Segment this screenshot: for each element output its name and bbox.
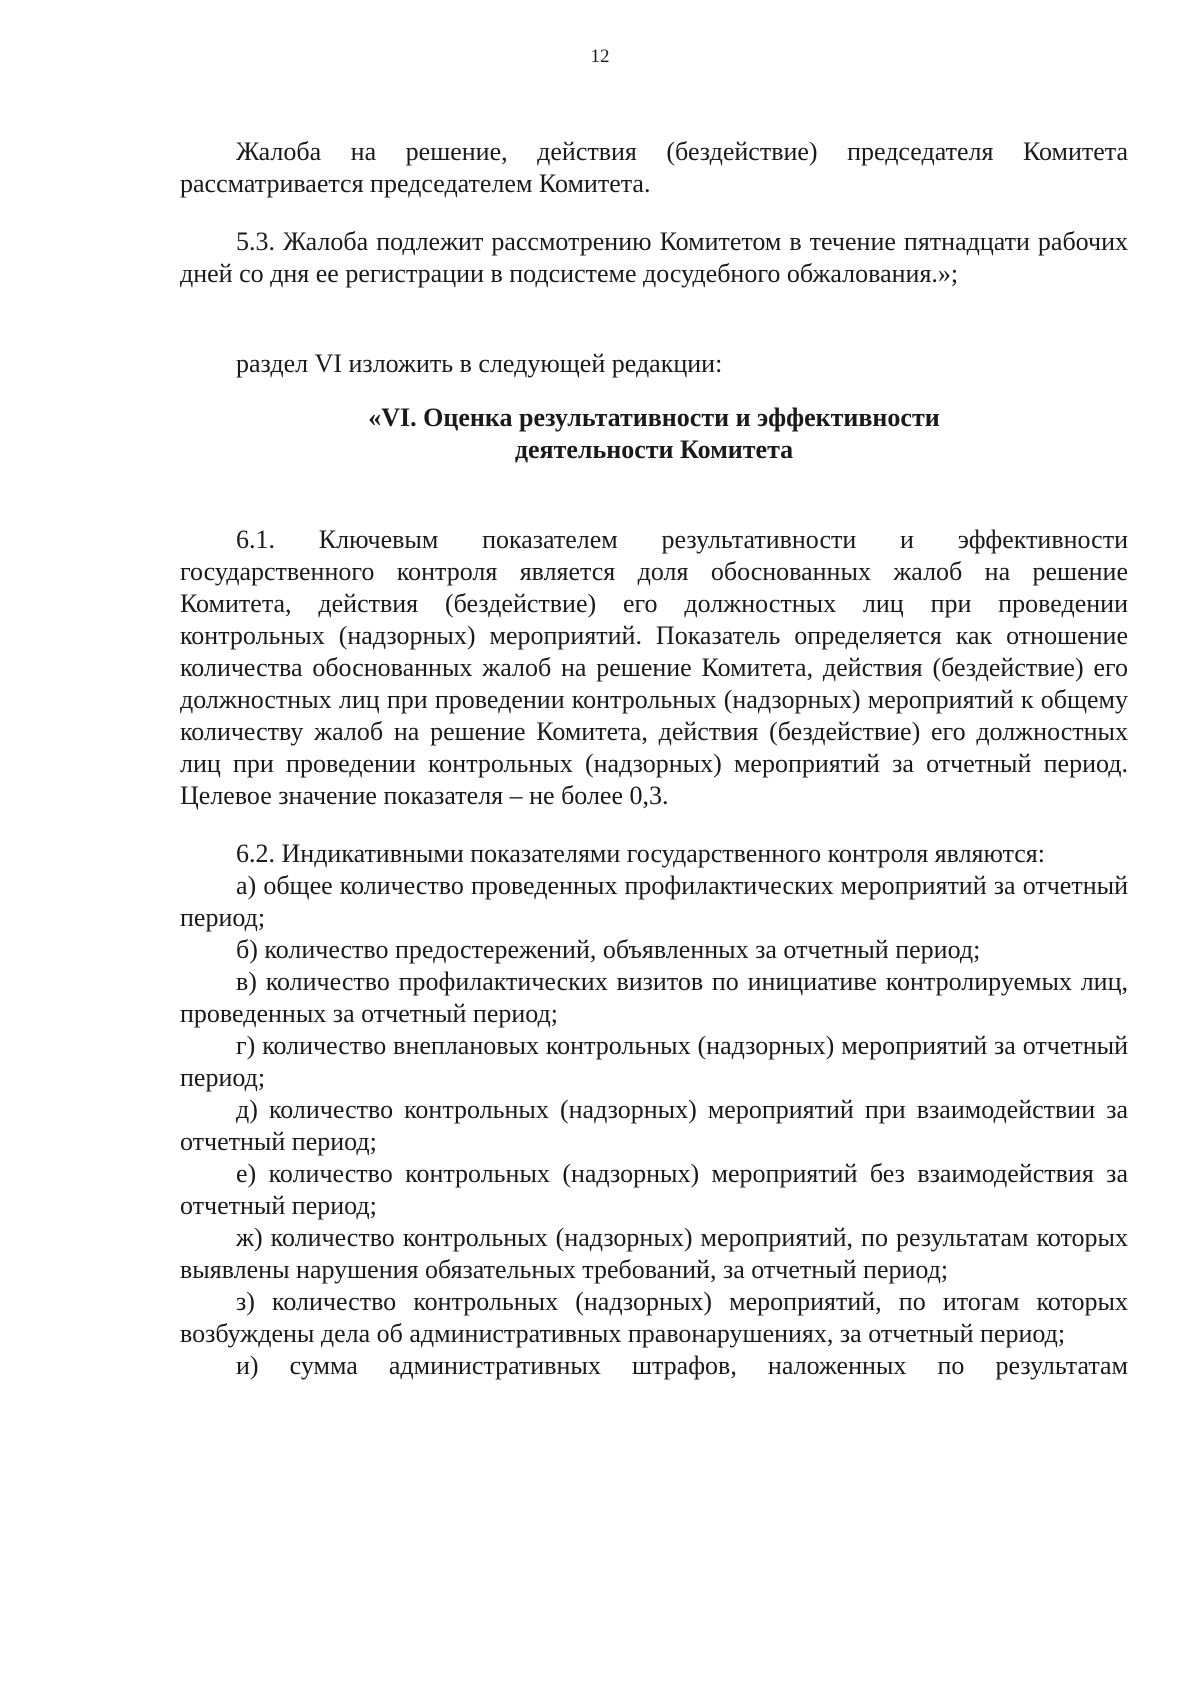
paragraph: 6.1. Ключевым показателем результативности и эффективности государственного контроля является доля обоснованных жалоб на решение Комитета, действия (бездействие) его должностных лиц при проведении контрольных (надзорных) мероприятий. Показатель определяется как отношение количества обоснованных жалоб на решение Комитета, действия (бездействие) его должностных лиц при проведении контрольных (надзорных) мероприятий к общему количеству жалоб на решение Комитета, действия (бездействие) его должностных лиц при проведении контрольных (надзорных) мероприятий за отчетный период. Целевое значение показателя – не более 0,3. — [180, 525, 1128, 810]
list-item: б) количество предостережений, объявленных за отчетный период; — [236, 935, 981, 964]
list-item: е) количество контрольных (надзорных) мероприятий без взаимодействия за отчетный период; — [180, 1159, 1128, 1220]
page-number: 12 — [590, 46, 610, 67]
list-item: ж) количество контрольных (надзорных) мероприятий, по результатам которых выявлены нарушения обязательных требований, за отчетный период; — [180, 1223, 1128, 1284]
section-heading — [180, 402, 1128, 466]
paragraph: 6.2. Индикативными показателями государственного контроля являются: — [236, 839, 1045, 868]
document-body — [180, 136, 1128, 1382]
list-item: г) количество внеплановых контрольных (надзорных) мероприятий за отчетный период; — [180, 1031, 1128, 1092]
list-item: а) общее количество проведенных профилактических мероприятий за отчетный период; — [180, 871, 1128, 932]
list-item: в) количество профилактических визитов по инициативе контролируемых лиц, проведенных за отчетный период; — [180, 967, 1128, 1028]
list-item: з) количество контрольных (надзорных) мероприятий, по итогам которых возбуждены дела об административных правонарушениях, за отчетный период; — [180, 1287, 1128, 1348]
paragraph: Жалоба на решение, действия (бездействие) председателя Комитета рассматривается председателем Комитета. — [180, 137, 1128, 198]
section-heading-line: деятельности Комитета — [514, 435, 794, 464]
list-item: д) количество контрольных (надзорных) мероприятий при взаимодействии за отчетный период; — [180, 1095, 1128, 1156]
section-heading-line: «VI. Оценка результативности и эффективности — [368, 403, 940, 432]
list-item: и) сумма административных штрафов, наложенных по результатам — [236, 1351, 1128, 1380]
paragraph: раздел VI изложить в следующей редакции: — [236, 349, 723, 378]
paragraph: 5.3. Жалоба подлежит рассмотрению Комитетом в течение пятнадцати рабочих дней со дня ее регистрации в подсистеме досудебного обжалования.»; — [180, 227, 1128, 288]
